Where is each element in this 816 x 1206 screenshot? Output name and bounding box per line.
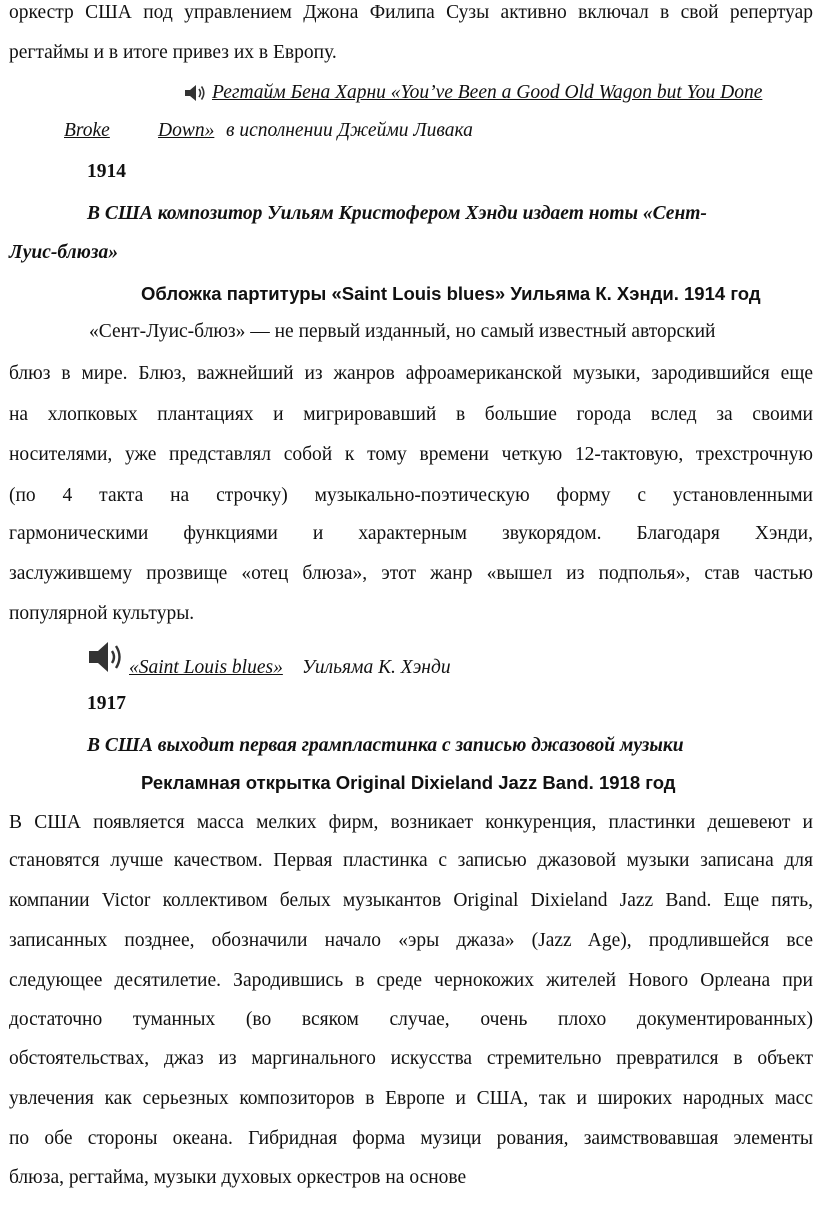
paragraph-line: гармоническими функциями и характерным звукорядом. Благодаря Хэнди, (9, 523, 813, 544)
audio-author-text: Уильяма К. Хэнди (302, 657, 451, 678)
image-caption: Обложка партитуры «Saint Louis blues» Уильяма К. Хэнди. 1914 год (141, 283, 761, 304)
paragraph-line: на хлопковых плантациях и мигрировавший в большие города вслед за своими (9, 404, 813, 425)
paragraph-line: по обе стороны океана. Гибридная форма музици рования, заимствовавшая элементы (9, 1128, 813, 1149)
paragraph-line: носителями, уже представлял собой к тому времени четкую 12-тактовую, трехстрочную (9, 444, 813, 465)
paragraph-line: «Сент-Луис-блюз» — не первый изданный, но самый известный авторский (89, 321, 716, 342)
event-heading: В США выходит первая грампластинка с записью джазовой музыки (87, 735, 684, 756)
paragraph-line: записанных позднее, обозначили начало «эры джаза» (Jazz Age), продлившейся все (9, 930, 813, 951)
event-heading: В США композитор Уильям Кристофером Хэнди издает ноты «Сент- (87, 203, 707, 224)
paragraph-line: популярной культуры. (9, 603, 195, 624)
year-heading: 1914 (87, 161, 126, 182)
audio-link-saint-louis-blues[interactable]: «Saint Louis blues» (129, 657, 283, 678)
event-heading-cont: Луис-блюза» (9, 242, 118, 263)
paragraph-line: блюз в мире. Блюз, важнейший из жанров афроамериканской музыки, зародившийся еще (9, 363, 813, 384)
paragraph-line: становятся лучше качеством. Первая пластинка с записью джазовой музыки записана для (9, 850, 813, 871)
paragraph-line: заслужившему прозвище «отец блюза», этот жанр «вышел из подполья», став частью (9, 563, 813, 584)
audio-link-ragtime[interactable]: Регтайм Бена Харни «You’ve Been a Good Old Wagon but You Done (212, 82, 763, 103)
image-caption: Рекламная открытка Original Dixieland Jazz Band. 1918 год (141, 772, 676, 793)
paragraph-line: В США появляется масса мелких фирм, возникает конкуренция, пластинки дешевеют и (9, 812, 813, 833)
paragraph-line: (по 4 такта на строчку) музыкально-поэтическую форму с установленными (9, 485, 813, 506)
year-heading: 1917 (87, 693, 126, 714)
audio-link-ragtime-cont[interactable]: Down» (158, 120, 215, 141)
speaker-icon[interactable] (183, 83, 207, 103)
paragraph-line: следующее десятилетие. Зародившись в среде чернокожих жителей Нового Орлеана при (9, 970, 813, 991)
paragraph-line: увлечения как серьезных композиторов в Европе и США, так и широких народных масс (9, 1088, 813, 1109)
paragraph-line: обстоятельствах, джаз из маргинального искусства стремительно превратился в объект (9, 1048, 813, 1069)
speaker-icon[interactable] (87, 640, 125, 674)
audio-link-ragtime-cont[interactable]: Broke (64, 120, 110, 141)
performer-text: в исполнении Джейми Ливака (226, 120, 473, 141)
intro-line: оркестр США под управлением Джона Филипа Сузы активно включал в свой репертуар (9, 2, 813, 23)
paragraph-line: компании Victor коллективом белых музыкантов Original Dixieland Jazz Band. Еще пять, (9, 890, 813, 911)
paragraph-line: достаточно туманных (во всяком случае, очень плохо документированных) (9, 1009, 813, 1030)
intro-line: регтаймы и в итоге привез их в Европу. (9, 42, 337, 63)
paragraph-line: блюза, регтайма, музыки духовых оркестров на основе (9, 1167, 467, 1188)
